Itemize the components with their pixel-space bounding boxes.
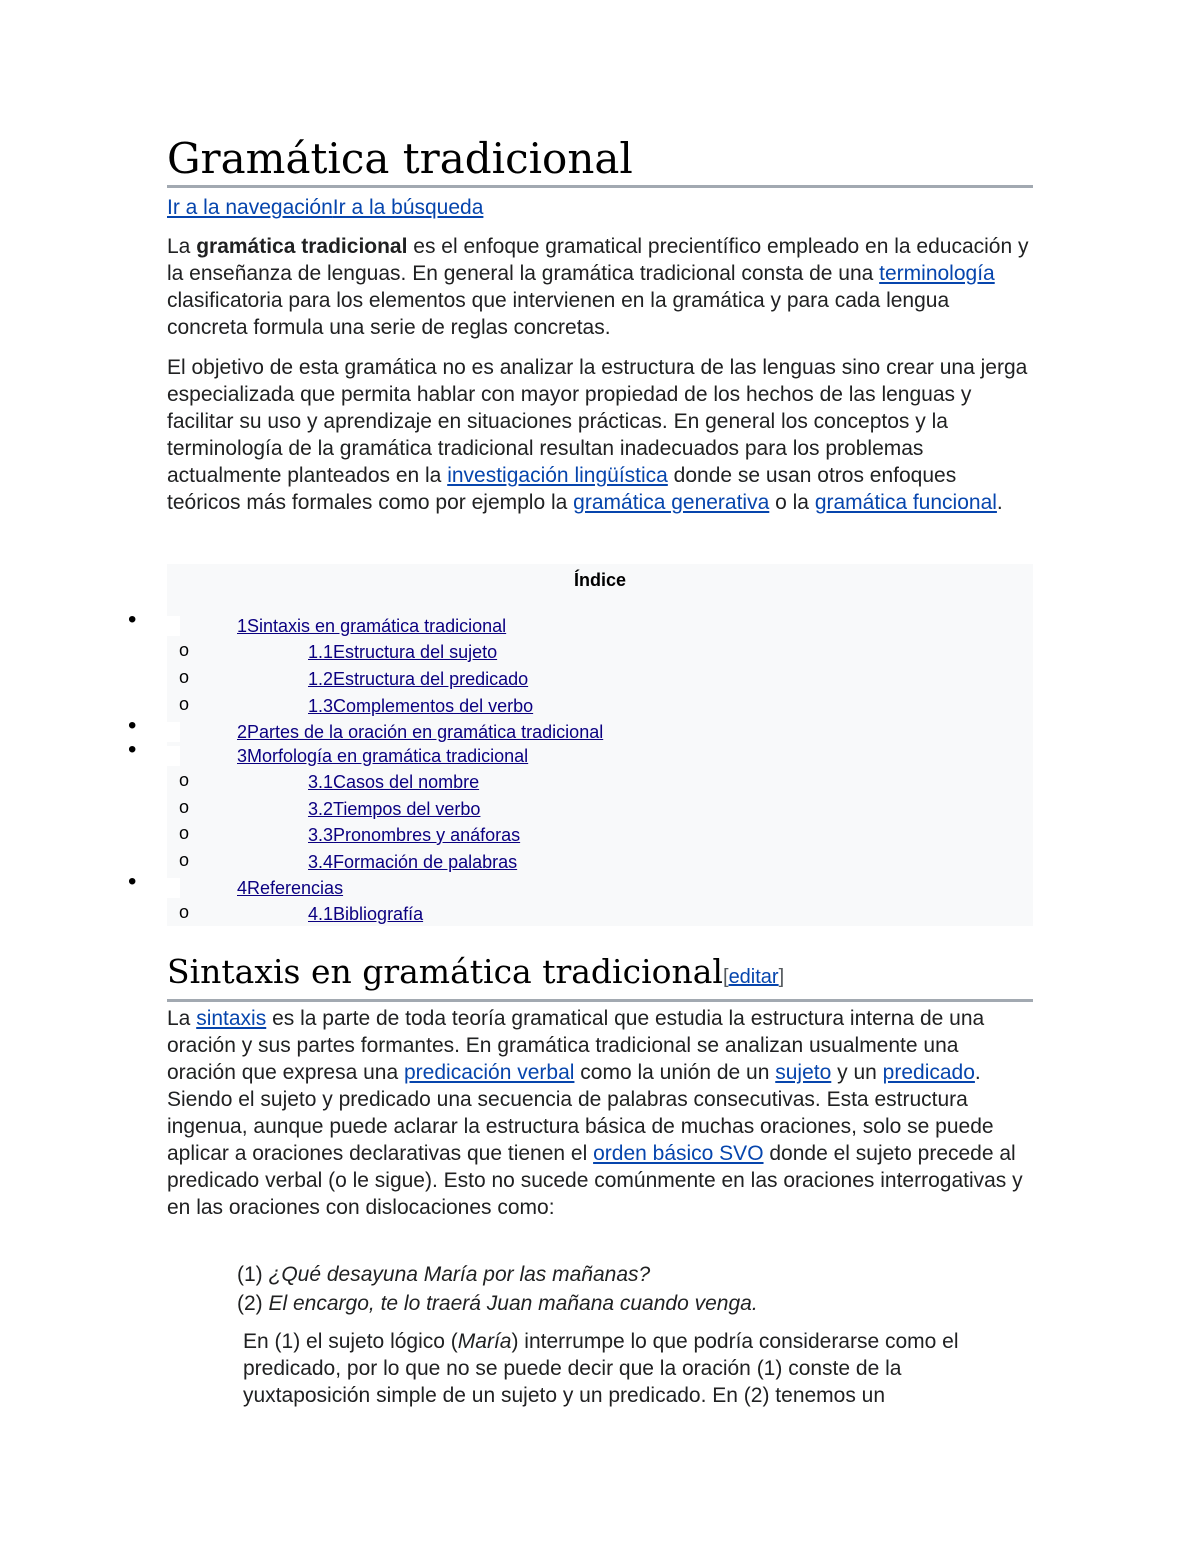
toc-label: Estructura del sujeto [333, 642, 498, 662]
toc-bullet-level1: • [128, 712, 137, 739]
toc-row-band [130, 746, 180, 766]
text-run: como la unión de un [574, 1061, 776, 1084]
example-text: El encargo, te lo traerá Juan mañana cuando venga. [268, 1292, 758, 1315]
text-run: El objetivo de esta gramática no es analizar la estructura de las lenguas sino crear una jerga especializada que permita hablar con mayor propiedad de los hechos de las lenguas y facilitar su uso y aprendizaje en situaciones prácticas. En general los conceptos y la terminología de la gramática tradicional resultan inadecuados para los problemas actualmente planteados en la [167, 356, 1028, 487]
toc-number: 3.3 [308, 825, 334, 845]
italic-term: María [457, 1330, 512, 1353]
toc-number: 3 [237, 746, 248, 766]
toc-link-1-3[interactable] [308, 696, 533, 716]
toc-number: 1 [237, 616, 248, 636]
toc-label: Estructura del predicado [333, 669, 529, 689]
toc-label: Casos del nombre [333, 772, 480, 792]
toc-label: Formación de palabras [333, 852, 518, 872]
text-run: ) interrumpe lo que podría considerarse como el predicado, por lo que no se puede decir que la oración (1) conste de la yuxtaposición simple de un sujeto y un predicado. En (2) tenemos un [243, 1330, 959, 1407]
edit-section [723, 966, 784, 988]
toc-link-2[interactable] [237, 722, 603, 742]
toc-bullet-level2: o [179, 667, 190, 687]
toc-link-1-1[interactable] [308, 642, 497, 662]
intro-paragraph-2 [167, 354, 1033, 516]
toc-bullet-level2: o [179, 770, 190, 790]
bracket: ] [778, 966, 785, 988]
section-heading-text: Sintaxis en gramática tradicional [167, 952, 723, 991]
sujeto-link[interactable]: sujeto [775, 1061, 832, 1084]
toc-link-4[interactable] [237, 878, 343, 898]
text-run: En (1) el sujeto lógico ( [243, 1330, 458, 1353]
toc-item [308, 667, 528, 691]
toc-bullet-level2: o [179, 902, 190, 922]
jump-to-navigation-link[interactable]: Ir a la navegación [167, 196, 333, 219]
toc-link-3[interactable] [237, 746, 528, 766]
section1-paragraph-2 [243, 1328, 1033, 1409]
toc-item [308, 640, 497, 664]
toc-number: 2 [237, 722, 248, 742]
toc-bullet-level2: o [179, 640, 190, 660]
predicacion-verbal-link[interactable]: predicación verbal [404, 1061, 575, 1084]
toc-bullet-level1: • [128, 868, 137, 895]
toc-row-band [130, 722, 180, 742]
text-run: . Siendo el sujeto y predicado una secuencia de palabras consecutivas. Esta estructura ingenua, aunque puede aclarar la estructura básica de muchas oraciones, solo se puede aplicar a oraciones declarativas que tienen el [167, 1061, 994, 1165]
toc-label: Complementos del verbo [333, 696, 534, 716]
section1-paragraph-1 [167, 1005, 1033, 1221]
section-heading-sintaxis [167, 950, 1033, 1002]
text-run: o la [769, 491, 815, 514]
text-run: La [167, 235, 197, 258]
bracket: [ [723, 966, 729, 988]
toc-link-3-2[interactable] [308, 799, 480, 819]
example-number: (1) [237, 1263, 269, 1286]
gramatica-generativa-link[interactable]: gramática generativa [573, 491, 770, 514]
toc-label: Sintaxis en gramática tradicional [247, 616, 507, 636]
investigacion-linguistica-link[interactable]: investigación lingüística [447, 464, 668, 487]
toc-link-3-4[interactable] [308, 852, 517, 872]
toc-item [308, 850, 517, 874]
toc-label: Pronombres y anáforas [333, 825, 521, 845]
orden-basico-svo-link[interactable]: orden básico SVO [593, 1142, 764, 1165]
example-1 [237, 1260, 650, 1289]
example-number: (2) [237, 1292, 269, 1315]
bold-term: gramática tradicional [196, 235, 408, 258]
text-run: La [167, 1007, 197, 1030]
terminologia-link[interactable]: terminología [879, 262, 995, 285]
predicado-link[interactable]: predicado [882, 1061, 975, 1084]
toc-item [308, 770, 479, 794]
toc-item [237, 614, 506, 638]
toc-bullet-level2: o [179, 694, 190, 714]
page-title: Gramática tradicional [167, 133, 1033, 188]
edit-link[interactable]: editar [728, 966, 779, 988]
toc-label: Referencias [247, 878, 344, 898]
toc-item [308, 823, 520, 847]
toc-link-3-1[interactable] [308, 772, 479, 792]
toc-bullet-level1: • [128, 736, 137, 763]
toc-number: 3.1 [308, 772, 334, 792]
toc-bullet-level2: o [179, 797, 190, 817]
toc-link-1-2[interactable] [308, 669, 528, 689]
text-run: y un [831, 1061, 883, 1084]
toc-number: 1.3 [308, 696, 334, 716]
text-run: es el enfoque gramatical precientífico empleado en la educación y la enseñanza de lenguas. En general la gramática tradicional consta de una [167, 235, 1029, 285]
toc-number: 4.1 [308, 904, 334, 924]
toc-bullet-level2: o [179, 823, 190, 843]
sintaxis-link[interactable]: sintaxis [196, 1007, 267, 1030]
example-text: ¿Qué desayuna María por las mañanas? [268, 1263, 651, 1286]
toc-item [308, 694, 533, 718]
example-2 [237, 1289, 758, 1318]
text-run: donde el sujeto precede al predicado verbal (o le sigue). Esto no sucede comúnmente en las oraciones interrogativas y en las oraciones con dislocaciones como: [167, 1142, 1023, 1219]
toc-label: Bibliografía [333, 904, 424, 924]
toc-number: 1.2 [308, 669, 334, 689]
toc-number: 3.2 [308, 799, 334, 819]
toc-number: 3.4 [308, 852, 334, 872]
text-run: . [996, 491, 1003, 514]
toc-bullet-level2: o [179, 850, 190, 870]
toc-label: Tiempos del verbo [333, 799, 481, 819]
toc-number: 1.1 [308, 642, 334, 662]
text-run: clasificatoria para los elementos que intervienen en la gramática y para cada lengua concreta formula una serie de reglas concretas. [167, 289, 950, 339]
toc-link-1[interactable] [237, 616, 506, 636]
toc-item [308, 797, 480, 821]
intro-paragraph-1 [167, 233, 1033, 341]
gramatica-funcional-link[interactable]: gramática funcional [814, 491, 997, 514]
toc-title: Índice [573, 570, 626, 590]
toc-link-3-3[interactable] [308, 825, 520, 845]
toc-number: 4 [237, 878, 248, 898]
jump-to-search-link[interactable]: Ir a la búsqueda [332, 196, 484, 219]
toc-bullet-level1: • [128, 606, 137, 633]
text-run: donde se usan otros enfoques teóricos más formales como por ejemplo la [167, 464, 957, 514]
toc-link-4-1[interactable] [308, 904, 423, 924]
jump-links [167, 194, 483, 222]
toc-row-band [130, 878, 180, 898]
toc-item [237, 876, 343, 900]
text-run: es la parte de toda teoría gramatical que estudia la estructura interna de una oración y sus partes formantes. En gramática tradicional se analizan usualmente una oración que expresa una [167, 1007, 985, 1084]
toc-row-band [130, 616, 180, 636]
toc-item [308, 902, 423, 926]
toc-label: Partes de la oración en gramática tradicional [247, 722, 604, 742]
toc-item [237, 744, 528, 768]
toc-label: Morfología en gramática tradicional [247, 746, 529, 766]
toc-item [237, 720, 603, 744]
